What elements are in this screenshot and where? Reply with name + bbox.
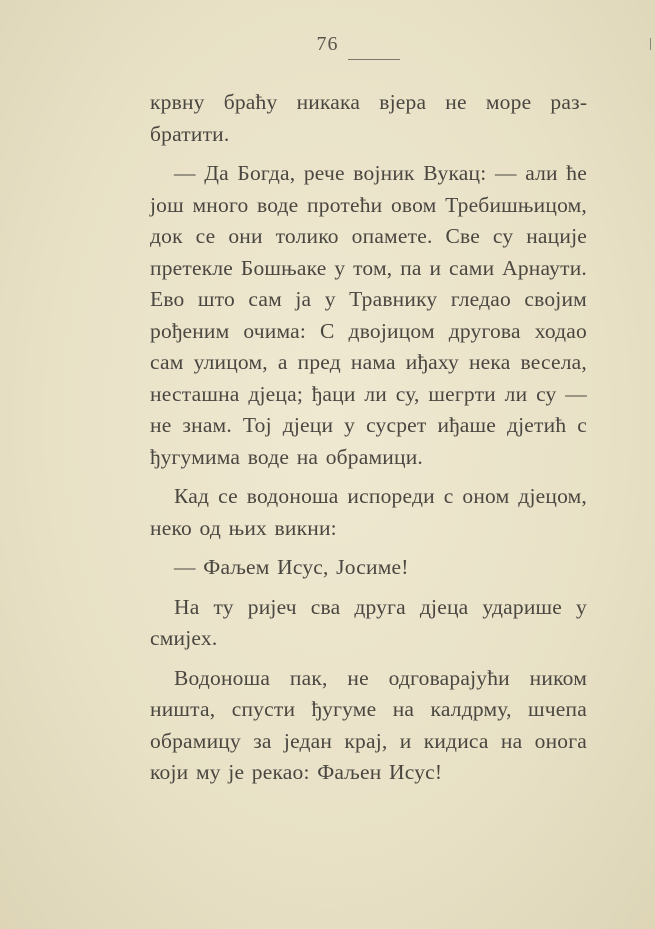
page-number-rule	[348, 59, 400, 60]
paragraph-dialogue-vukac: — Да Богда, рече војник Вукац: — али ће још много воде протећи овом Требишњицом, док се они толико опамете. Све су нације претекле Бошњаке у том, па и сами Арнаути. Ево што сам ја у Травнику гледао својим рођеним очима: С двојицом другова ходао сам улицом, а пред нама иђаху нека весела, несташна дјеца; ђаци ли су, шегрти ли су — не знам. Тој дјеци у сусрет иђаше дјетић с ђугумима воде на обрамици.	[150, 161, 587, 469]
paragraph-greeting: — Фаљем Исус, Јосиме!	[174, 555, 409, 579]
body-text	[150, 87, 587, 789]
paragraph-reaction: Водоноша пак, не одговарајући ником ништа, спусти ђугуме на калдрму, шчепа обрамицу за један крај, и кидиса на онога који му је рекао: Фаљен Исус!	[150, 665, 587, 784]
paragraph-continuation: крвну браћу никака вјера не море разбратити.	[150, 90, 587, 146]
page-number: 76	[316, 33, 339, 55]
paragraph-laughter: На ту ријеч сва друга дјеца ударише у смијех.	[150, 594, 587, 650]
paragraph-water-carrier: Кад се водоноша испореди с оном дјецом, неко од њих викни:	[150, 484, 587, 540]
